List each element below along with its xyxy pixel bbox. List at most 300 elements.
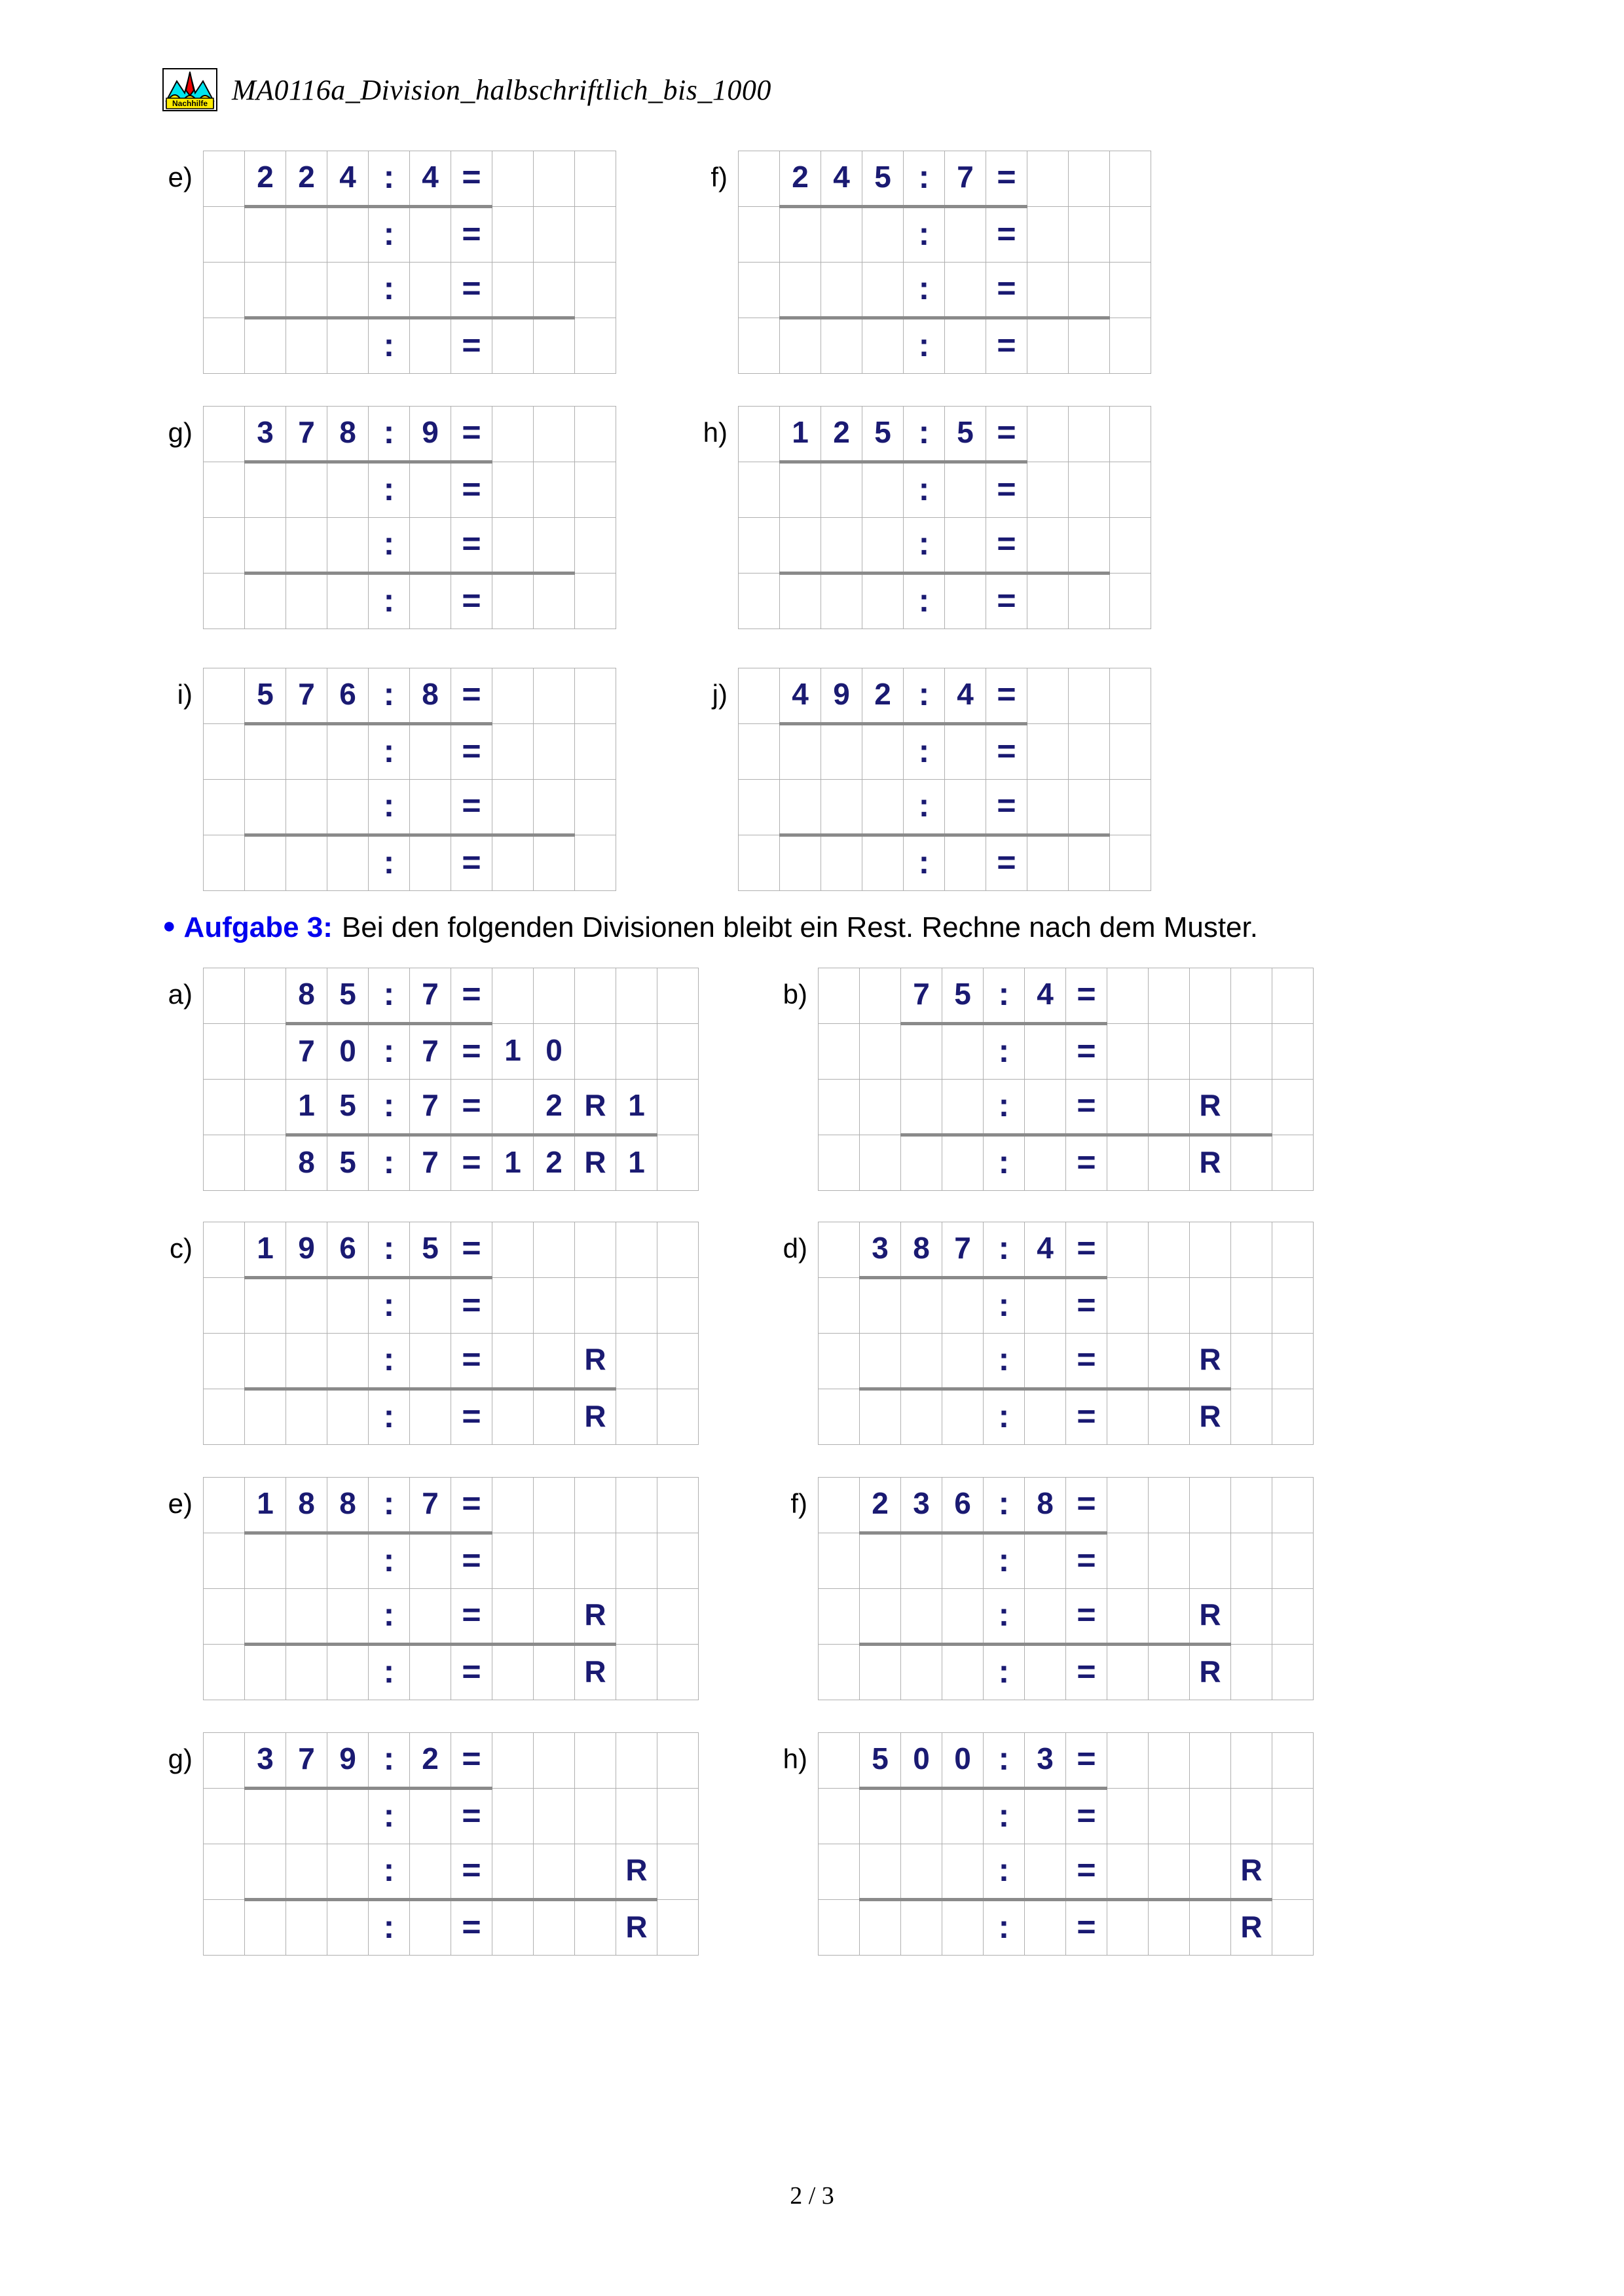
digit-cell[interactable] (410, 1733, 451, 1789)
divide-symbol-cell[interactable] (369, 1589, 410, 1645)
empty-cell[interactable] (245, 968, 286, 1024)
empty-cell[interactable] (1110, 518, 1151, 574)
empty-cell[interactable] (286, 1900, 327, 1956)
empty-cell[interactable] (204, 318, 245, 374)
empty-cell[interactable] (575, 1278, 616, 1334)
empty-cell[interactable] (616, 1645, 657, 1700)
empty-cell[interactable] (286, 1334, 327, 1389)
empty-cell[interactable] (860, 1533, 901, 1589)
empty-cell[interactable] (410, 780, 451, 835)
empty-cell[interactable] (410, 1645, 451, 1700)
empty-cell[interactable] (1069, 835, 1110, 891)
rest-symbol-cell[interactable] (1190, 1645, 1231, 1700)
empty-cell[interactable] (245, 1533, 286, 1589)
empty-cell[interactable] (204, 1900, 245, 1956)
digit-cell[interactable] (945, 151, 986, 207)
empty-cell[interactable] (1190, 1733, 1231, 1789)
digit-cell[interactable] (862, 668, 904, 724)
empty-cell[interactable] (286, 574, 327, 629)
calculation-grid[interactable] (203, 1477, 699, 1700)
digit-cell[interactable] (286, 1222, 327, 1278)
equals-symbol-cell[interactable] (1066, 1589, 1107, 1645)
empty-cell[interactable] (819, 1334, 860, 1389)
empty-cell[interactable] (780, 462, 821, 518)
empty-cell[interactable] (942, 1278, 984, 1334)
divide-symbol-cell[interactable] (369, 1900, 410, 1956)
empty-cell[interactable] (1149, 1645, 1190, 1700)
divide-symbol-cell[interactable] (369, 1645, 410, 1700)
divide-symbol-cell[interactable] (904, 780, 945, 835)
divide-symbol-cell[interactable] (369, 1789, 410, 1844)
empty-cell[interactable] (575, 1222, 616, 1278)
equals-symbol-cell[interactable] (1066, 1135, 1107, 1191)
empty-cell[interactable] (575, 1844, 616, 1900)
equals-symbol-cell[interactable] (451, 407, 492, 462)
digit-cell[interactable] (410, 1478, 451, 1533)
empty-cell[interactable] (492, 518, 534, 574)
empty-cell[interactable] (575, 835, 616, 891)
empty-cell[interactable] (780, 835, 821, 891)
digit-cell[interactable] (286, 1478, 327, 1533)
empty-cell[interactable] (1025, 1135, 1066, 1191)
digit-cell[interactable] (245, 668, 286, 724)
empty-cell[interactable] (1107, 1733, 1149, 1789)
empty-cell[interactable] (862, 518, 904, 574)
rest-symbol-cell[interactable] (1190, 1589, 1231, 1645)
empty-cell[interactable] (286, 780, 327, 835)
empty-cell[interactable] (657, 1334, 699, 1389)
digit-cell[interactable] (492, 1024, 534, 1080)
divide-symbol-cell[interactable] (904, 518, 945, 574)
empty-cell[interactable] (1107, 1278, 1149, 1334)
empty-cell[interactable] (1272, 1533, 1314, 1589)
empty-cell[interactable] (1110, 462, 1151, 518)
empty-cell[interactable] (575, 318, 616, 374)
empty-cell[interactable] (286, 1844, 327, 1900)
rest-symbol-cell[interactable] (1190, 1080, 1231, 1135)
digit-cell[interactable] (1025, 1478, 1066, 1533)
empty-cell[interactable] (410, 1900, 451, 1956)
empty-cell[interactable] (1110, 574, 1151, 629)
equals-symbol-cell[interactable] (1066, 1789, 1107, 1844)
empty-cell[interactable] (204, 263, 245, 318)
rest-symbol-cell[interactable] (575, 1389, 616, 1445)
empty-cell[interactable] (327, 835, 369, 891)
empty-cell[interactable] (780, 263, 821, 318)
empty-cell[interactable] (1027, 462, 1069, 518)
empty-cell[interactable] (862, 318, 904, 374)
empty-cell[interactable] (780, 574, 821, 629)
empty-cell[interactable] (901, 1278, 942, 1334)
empty-cell[interactable] (410, 207, 451, 263)
empty-cell[interactable] (245, 835, 286, 891)
empty-cell[interactable] (657, 1478, 699, 1533)
empty-cell[interactable] (1025, 1589, 1066, 1645)
empty-cell[interactable] (1231, 1278, 1272, 1334)
empty-cell[interactable] (1107, 1900, 1149, 1956)
rest-symbol-cell[interactable] (616, 1844, 657, 1900)
empty-cell[interactable] (821, 574, 862, 629)
empty-cell[interactable] (616, 1222, 657, 1278)
empty-cell[interactable] (410, 1389, 451, 1445)
digit-cell[interactable] (327, 1135, 369, 1191)
empty-cell[interactable] (780, 518, 821, 574)
empty-cell[interactable] (204, 1844, 245, 1900)
empty-cell[interactable] (575, 1900, 616, 1956)
empty-cell[interactable] (819, 1900, 860, 1956)
empty-cell[interactable] (1231, 1478, 1272, 1533)
digit-cell[interactable] (410, 1024, 451, 1080)
empty-cell[interactable] (534, 1533, 575, 1589)
divide-symbol-cell[interactable] (369, 1844, 410, 1900)
empty-cell[interactable] (204, 407, 245, 462)
empty-cell[interactable] (534, 462, 575, 518)
empty-cell[interactable] (245, 1135, 286, 1191)
empty-cell[interactable] (575, 263, 616, 318)
empty-cell[interactable] (1107, 1135, 1149, 1191)
divide-symbol-cell[interactable] (984, 1733, 1025, 1789)
empty-cell[interactable] (1190, 1844, 1231, 1900)
empty-cell[interactable] (860, 1645, 901, 1700)
empty-cell[interactable] (616, 1389, 657, 1445)
empty-cell[interactable] (616, 1733, 657, 1789)
empty-cell[interactable] (1149, 1789, 1190, 1844)
equals-symbol-cell[interactable] (451, 462, 492, 518)
digit-cell[interactable] (245, 1222, 286, 1278)
equals-symbol-cell[interactable] (451, 780, 492, 835)
empty-cell[interactable] (1107, 1080, 1149, 1135)
empty-cell[interactable] (657, 1533, 699, 1589)
empty-cell[interactable] (410, 263, 451, 318)
empty-cell[interactable] (1272, 1733, 1314, 1789)
empty-cell[interactable] (901, 1389, 942, 1445)
empty-cell[interactable] (575, 518, 616, 574)
empty-cell[interactable] (492, 1222, 534, 1278)
empty-cell[interactable] (819, 1478, 860, 1533)
empty-cell[interactable] (410, 1844, 451, 1900)
empty-cell[interactable] (1272, 1645, 1314, 1700)
empty-cell[interactable] (1107, 1533, 1149, 1589)
empty-cell[interactable] (862, 835, 904, 891)
empty-cell[interactable] (286, 518, 327, 574)
empty-cell[interactable] (739, 462, 780, 518)
empty-cell[interactable] (901, 1334, 942, 1389)
empty-cell[interactable] (204, 1222, 245, 1278)
empty-cell[interactable] (492, 1478, 534, 1533)
divide-symbol-cell[interactable] (984, 1278, 1025, 1334)
empty-cell[interactable] (1272, 1589, 1314, 1645)
empty-cell[interactable] (492, 1080, 534, 1135)
empty-cell[interactable] (575, 724, 616, 780)
empty-cell[interactable] (1190, 1024, 1231, 1080)
empty-cell[interactable] (1272, 1789, 1314, 1844)
empty-cell[interactable] (942, 1789, 984, 1844)
empty-cell[interactable] (657, 1844, 699, 1900)
equals-symbol-cell[interactable] (986, 574, 1027, 629)
empty-cell[interactable] (204, 1278, 245, 1334)
empty-cell[interactable] (860, 1844, 901, 1900)
empty-cell[interactable] (819, 1278, 860, 1334)
digit-cell[interactable] (945, 668, 986, 724)
empty-cell[interactable] (534, 318, 575, 374)
equals-symbol-cell[interactable] (1066, 1080, 1107, 1135)
digit-cell[interactable] (780, 668, 821, 724)
divide-symbol-cell[interactable] (369, 1080, 410, 1135)
equals-symbol-cell[interactable] (451, 1645, 492, 1700)
empty-cell[interactable] (327, 207, 369, 263)
rest-symbol-cell[interactable] (616, 1900, 657, 1956)
empty-cell[interactable] (327, 1789, 369, 1844)
empty-cell[interactable] (860, 1900, 901, 1956)
empty-cell[interactable] (860, 1024, 901, 1080)
divide-symbol-cell[interactable] (369, 1135, 410, 1191)
empty-cell[interactable] (492, 724, 534, 780)
divide-symbol-cell[interactable] (369, 724, 410, 780)
empty-cell[interactable] (1027, 668, 1069, 724)
empty-cell[interactable] (327, 518, 369, 574)
empty-cell[interactable] (657, 1589, 699, 1645)
empty-cell[interactable] (410, 1589, 451, 1645)
empty-cell[interactable] (860, 1589, 901, 1645)
empty-cell[interactable] (1231, 968, 1272, 1024)
digit-cell[interactable] (245, 407, 286, 462)
digit-cell[interactable] (616, 1135, 657, 1191)
empty-cell[interactable] (1231, 1589, 1272, 1645)
equals-symbol-cell[interactable] (1066, 968, 1107, 1024)
divide-symbol-cell[interactable] (369, 1278, 410, 1334)
empty-cell[interactable] (1149, 1135, 1190, 1191)
equals-symbol-cell[interactable] (451, 1478, 492, 1533)
equals-symbol-cell[interactable] (1066, 1024, 1107, 1080)
digit-cell[interactable] (862, 151, 904, 207)
empty-cell[interactable] (1107, 1334, 1149, 1389)
empty-cell[interactable] (1231, 1645, 1272, 1700)
empty-cell[interactable] (410, 1278, 451, 1334)
empty-cell[interactable] (575, 1478, 616, 1533)
empty-cell[interactable] (1231, 1334, 1272, 1389)
empty-cell[interactable] (286, 318, 327, 374)
divide-symbol-cell[interactable] (984, 1080, 1025, 1135)
empty-cell[interactable] (534, 207, 575, 263)
empty-cell[interactable] (245, 1334, 286, 1389)
equals-symbol-cell[interactable] (451, 1589, 492, 1645)
divide-symbol-cell[interactable] (369, 780, 410, 835)
empty-cell[interactable] (942, 1080, 984, 1135)
digit-cell[interactable] (616, 1080, 657, 1135)
empty-cell[interactable] (1231, 1389, 1272, 1445)
empty-cell[interactable] (286, 1389, 327, 1445)
divide-symbol-cell[interactable] (984, 1844, 1025, 1900)
empty-cell[interactable] (862, 724, 904, 780)
empty-cell[interactable] (1107, 1024, 1149, 1080)
empty-cell[interactable] (1190, 1478, 1231, 1533)
empty-cell[interactable] (1149, 1334, 1190, 1389)
empty-cell[interactable] (204, 1334, 245, 1389)
empty-cell[interactable] (1069, 318, 1110, 374)
empty-cell[interactable] (819, 1024, 860, 1080)
empty-cell[interactable] (860, 968, 901, 1024)
divide-symbol-cell[interactable] (984, 968, 1025, 1024)
empty-cell[interactable] (901, 1533, 942, 1589)
empty-cell[interactable] (534, 1733, 575, 1789)
empty-cell[interactable] (1069, 263, 1110, 318)
empty-cell[interactable] (1027, 835, 1069, 891)
empty-cell[interactable] (1110, 780, 1151, 835)
empty-cell[interactable] (1272, 1478, 1314, 1533)
digit-cell[interactable] (901, 1733, 942, 1789)
empty-cell[interactable] (1069, 780, 1110, 835)
empty-cell[interactable] (1110, 151, 1151, 207)
empty-cell[interactable] (575, 1789, 616, 1844)
empty-cell[interactable] (534, 724, 575, 780)
empty-cell[interactable] (819, 968, 860, 1024)
empty-cell[interactable] (534, 780, 575, 835)
equals-symbol-cell[interactable] (986, 263, 1027, 318)
empty-cell[interactable] (1025, 1024, 1066, 1080)
empty-cell[interactable] (942, 1334, 984, 1389)
empty-cell[interactable] (821, 835, 862, 891)
empty-cell[interactable] (492, 1789, 534, 1844)
empty-cell[interactable] (1069, 574, 1110, 629)
empty-cell[interactable] (901, 1024, 942, 1080)
equals-symbol-cell[interactable] (986, 151, 1027, 207)
rest-symbol-cell[interactable] (1190, 1389, 1231, 1445)
empty-cell[interactable] (780, 207, 821, 263)
divide-symbol-cell[interactable] (984, 1222, 1025, 1278)
calculation-grid[interactable] (738, 668, 1151, 891)
empty-cell[interactable] (1027, 724, 1069, 780)
empty-cell[interactable] (327, 1334, 369, 1389)
digit-cell[interactable] (410, 151, 451, 207)
empty-cell[interactable] (327, 574, 369, 629)
empty-cell[interactable] (1149, 1589, 1190, 1645)
digit-cell[interactable] (1025, 968, 1066, 1024)
divide-symbol-cell[interactable] (904, 318, 945, 374)
empty-cell[interactable] (1107, 1645, 1149, 1700)
calculation-grid[interactable] (203, 668, 616, 891)
digit-cell[interactable] (534, 1135, 575, 1191)
empty-cell[interactable] (204, 1533, 245, 1589)
digit-cell[interactable] (821, 151, 862, 207)
divide-symbol-cell[interactable] (369, 668, 410, 724)
empty-cell[interactable] (204, 1389, 245, 1445)
empty-cell[interactable] (286, 835, 327, 891)
digit-cell[interactable] (286, 1080, 327, 1135)
empty-cell[interactable] (1231, 1533, 1272, 1589)
digit-cell[interactable] (410, 1222, 451, 1278)
empty-cell[interactable] (1231, 1024, 1272, 1080)
empty-cell[interactable] (901, 1789, 942, 1844)
empty-cell[interactable] (819, 1789, 860, 1844)
empty-cell[interactable] (821, 263, 862, 318)
empty-cell[interactable] (1149, 1080, 1190, 1135)
empty-cell[interactable] (245, 780, 286, 835)
digit-cell[interactable] (492, 1135, 534, 1191)
digit-cell[interactable] (901, 968, 942, 1024)
empty-cell[interactable] (1231, 1733, 1272, 1789)
empty-cell[interactable] (901, 1844, 942, 1900)
rest-symbol-cell[interactable] (575, 1589, 616, 1645)
empty-cell[interactable] (492, 462, 534, 518)
equals-symbol-cell[interactable] (451, 1222, 492, 1278)
empty-cell[interactable] (780, 724, 821, 780)
empty-cell[interactable] (245, 462, 286, 518)
empty-cell[interactable] (327, 1533, 369, 1589)
equals-symbol-cell[interactable] (451, 1900, 492, 1956)
divide-symbol-cell[interactable] (904, 151, 945, 207)
divide-symbol-cell[interactable] (904, 574, 945, 629)
divide-symbol-cell[interactable] (984, 1645, 1025, 1700)
empty-cell[interactable] (1231, 1789, 1272, 1844)
empty-cell[interactable] (860, 1080, 901, 1135)
empty-cell[interactable] (901, 1645, 942, 1700)
digit-cell[interactable] (327, 1024, 369, 1080)
empty-cell[interactable] (492, 668, 534, 724)
empty-cell[interactable] (1272, 1900, 1314, 1956)
empty-cell[interactable] (534, 1389, 575, 1445)
empty-cell[interactable] (1107, 1789, 1149, 1844)
digit-cell[interactable] (901, 1478, 942, 1533)
equals-symbol-cell[interactable] (986, 407, 1027, 462)
empty-cell[interactable] (1069, 462, 1110, 518)
empty-cell[interactable] (1149, 1389, 1190, 1445)
empty-cell[interactable] (1110, 835, 1151, 891)
empty-cell[interactable] (1272, 1389, 1314, 1445)
equals-symbol-cell[interactable] (986, 207, 1027, 263)
empty-cell[interactable] (286, 1589, 327, 1645)
empty-cell[interactable] (819, 1389, 860, 1445)
empty-cell[interactable] (616, 968, 657, 1024)
digit-cell[interactable] (286, 668, 327, 724)
divide-symbol-cell[interactable] (984, 1334, 1025, 1389)
rest-symbol-cell[interactable] (1190, 1334, 1231, 1389)
empty-cell[interactable] (821, 518, 862, 574)
divide-symbol-cell[interactable] (369, 1024, 410, 1080)
empty-cell[interactable] (945, 318, 986, 374)
divide-symbol-cell[interactable] (904, 835, 945, 891)
equals-symbol-cell[interactable] (986, 462, 1027, 518)
empty-cell[interactable] (410, 1789, 451, 1844)
empty-cell[interactable] (204, 1733, 245, 1789)
empty-cell[interactable] (942, 1389, 984, 1445)
digit-cell[interactable] (327, 151, 369, 207)
empty-cell[interactable] (657, 968, 699, 1024)
equals-symbol-cell[interactable] (1066, 1533, 1107, 1589)
empty-cell[interactable] (1107, 1222, 1149, 1278)
equals-symbol-cell[interactable] (1066, 1900, 1107, 1956)
empty-cell[interactable] (534, 151, 575, 207)
empty-cell[interactable] (1272, 1222, 1314, 1278)
empty-cell[interactable] (327, 1844, 369, 1900)
empty-cell[interactable] (819, 1589, 860, 1645)
empty-cell[interactable] (492, 1389, 534, 1445)
divide-symbol-cell[interactable] (369, 407, 410, 462)
empty-cell[interactable] (1107, 1589, 1149, 1645)
empty-cell[interactable] (739, 574, 780, 629)
empty-cell[interactable] (616, 1334, 657, 1389)
calculation-grid[interactable] (203, 1222, 699, 1445)
empty-cell[interactable] (616, 1589, 657, 1645)
digit-cell[interactable] (901, 1222, 942, 1278)
empty-cell[interactable] (1110, 724, 1151, 780)
digit-cell[interactable] (821, 407, 862, 462)
equals-symbol-cell[interactable] (451, 1024, 492, 1080)
empty-cell[interactable] (1069, 518, 1110, 574)
divide-symbol-cell[interactable] (984, 1389, 1025, 1445)
divide-symbol-cell[interactable] (369, 462, 410, 518)
empty-cell[interactable] (410, 724, 451, 780)
empty-cell[interactable] (286, 1789, 327, 1844)
